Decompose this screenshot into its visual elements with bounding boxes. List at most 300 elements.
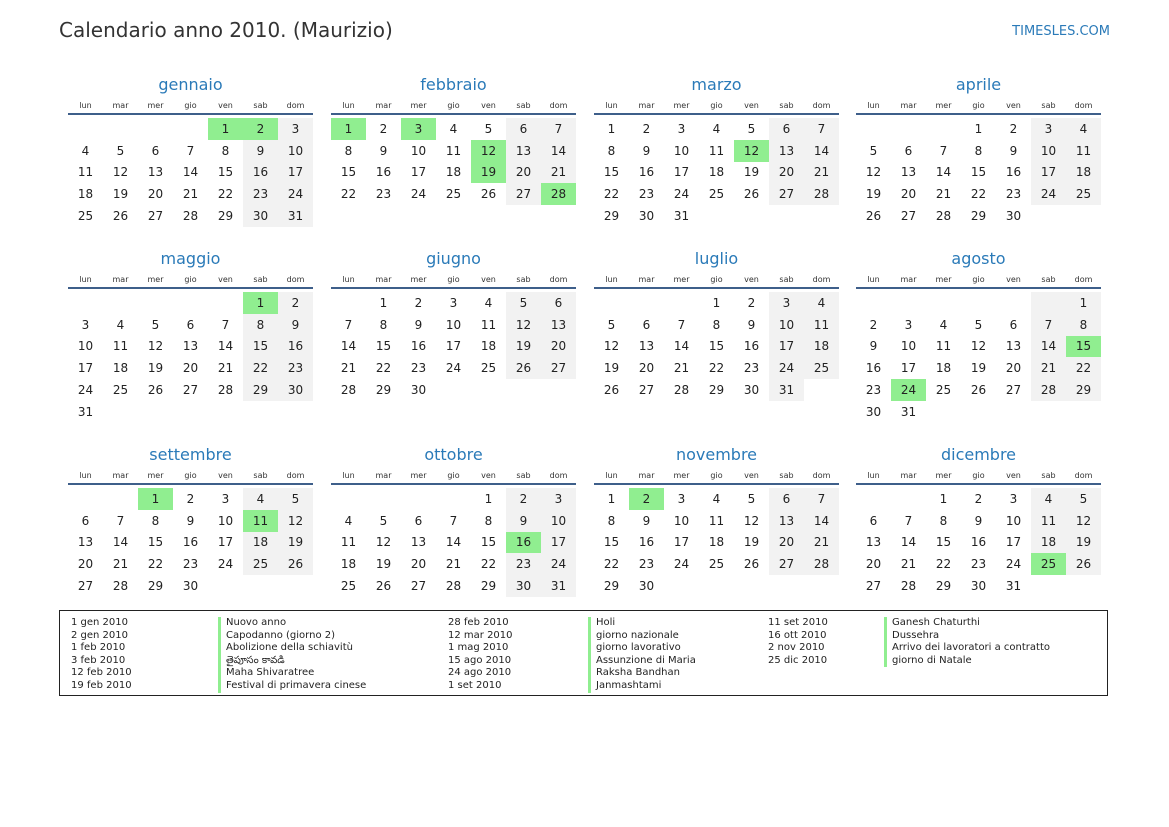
day-cell: 19 bbox=[112, 187, 129, 202]
day-cell: 25 bbox=[1066, 183, 1101, 205]
weekday-label: dom bbox=[549, 101, 568, 110]
empty-cell bbox=[471, 379, 506, 401]
day-cell: 4 bbox=[712, 491, 721, 506]
empty-cell bbox=[699, 205, 734, 227]
weekday-label: sab bbox=[1041, 275, 1056, 284]
empty-cell bbox=[769, 575, 804, 597]
day-cell: 12 bbox=[743, 513, 760, 528]
weekday-label: lun bbox=[605, 101, 618, 110]
day-cell: 20 bbox=[769, 532, 804, 554]
day-cell: 18 bbox=[340, 557, 357, 572]
day-cell: 26 bbox=[506, 357, 541, 379]
day-cell: 15 bbox=[970, 165, 987, 180]
day-cell: 26 bbox=[278, 553, 313, 575]
day-cell: 2 bbox=[506, 488, 541, 510]
weekday-label: lun bbox=[79, 471, 92, 480]
day-cell: 15 bbox=[480, 535, 497, 550]
day-cell: 31 bbox=[673, 209, 690, 224]
day-cell: 5 bbox=[278, 488, 313, 510]
weekday-label: dom bbox=[812, 471, 831, 480]
day-cell: 17 bbox=[1005, 535, 1022, 550]
day-cell: 11 bbox=[935, 339, 952, 354]
day-cell: 19 bbox=[375, 557, 392, 572]
day-cell: 3 bbox=[769, 292, 804, 314]
holiday-names-column bbox=[218, 617, 366, 693]
day-grid bbox=[68, 292, 313, 423]
holiday-name: giorno nazionale bbox=[588, 630, 696, 643]
day-cell: 30 bbox=[743, 383, 760, 398]
weekday-label: ven bbox=[744, 101, 759, 110]
weekday-label: mar bbox=[638, 101, 655, 110]
day-cell: 29 bbox=[480, 579, 497, 594]
day-cell: 23 bbox=[506, 553, 541, 575]
holiday-date: 15 ago 2010 bbox=[448, 654, 512, 666]
day-cell: 9 bbox=[186, 513, 195, 528]
month-novembre bbox=[594, 445, 839, 597]
day-cell: 17 bbox=[217, 535, 234, 550]
day-cell: 27 bbox=[182, 383, 199, 398]
day-cell: 22 bbox=[603, 557, 620, 572]
empty-cell bbox=[961, 401, 996, 423]
day-cell: 27 bbox=[638, 383, 655, 398]
empty-cell bbox=[103, 292, 138, 314]
weekday-label: mar bbox=[900, 275, 917, 284]
month-name: giugno bbox=[426, 249, 481, 268]
day-cell: 27 bbox=[769, 553, 804, 575]
empty-cell bbox=[103, 118, 138, 140]
day-cell: 12 bbox=[970, 339, 987, 354]
day-cell: 1 bbox=[607, 121, 616, 136]
empty-cell bbox=[208, 575, 243, 597]
month-luglio bbox=[594, 249, 839, 401]
day-cell: 6 bbox=[769, 118, 804, 140]
day-cell: 9 bbox=[974, 513, 983, 528]
weekday-label: lun bbox=[342, 471, 355, 480]
day-cell: 17 bbox=[77, 361, 94, 376]
empty-cell bbox=[1066, 205, 1101, 227]
day-cell: 21 bbox=[445, 557, 462, 572]
weekday-label: sab bbox=[779, 471, 794, 480]
day-cell: 24 bbox=[891, 379, 926, 401]
day-cell: 26 bbox=[970, 383, 987, 398]
day-cell: 11 bbox=[1066, 140, 1101, 162]
weekday-label: gio bbox=[447, 275, 460, 284]
day-grid bbox=[68, 118, 313, 227]
day-cell: 17 bbox=[769, 336, 804, 358]
empty-cell bbox=[856, 118, 891, 140]
day-cell: 29 bbox=[243, 379, 278, 401]
day-cell: 8 bbox=[939, 513, 948, 528]
empty-cell bbox=[331, 292, 366, 314]
weekday-label: mar bbox=[638, 275, 655, 284]
day-cell: 4 bbox=[484, 295, 493, 310]
day-cell: 15 bbox=[147, 535, 164, 550]
month-name: agosto bbox=[951, 249, 1006, 268]
weekday-label: ven bbox=[1006, 471, 1021, 480]
day-cell: 23 bbox=[638, 557, 655, 572]
weekday-label: lun bbox=[79, 275, 92, 284]
empty-cell bbox=[1066, 575, 1101, 597]
empty-cell bbox=[664, 575, 699, 597]
empty-cell bbox=[891, 118, 926, 140]
day-cell: 12 bbox=[278, 510, 313, 532]
day-cell: 25 bbox=[445, 187, 462, 202]
day-cell: 24 bbox=[1005, 557, 1022, 572]
day-cell: 27 bbox=[77, 579, 94, 594]
day-cell: 22 bbox=[375, 361, 392, 376]
day-cell: 7 bbox=[449, 513, 458, 528]
day-cell: 5 bbox=[1066, 488, 1101, 510]
day-cell: 5 bbox=[869, 143, 878, 158]
day-cell: 11 bbox=[112, 339, 129, 354]
empty-cell bbox=[804, 205, 839, 227]
day-cell: 11 bbox=[77, 165, 94, 180]
weekday-label: lun bbox=[867, 471, 880, 480]
day-cell: 5 bbox=[974, 317, 983, 332]
weekday-label: gio bbox=[447, 471, 460, 480]
day-cell: 3 bbox=[1031, 118, 1066, 140]
holiday-date: 12 mar 2010 bbox=[448, 629, 513, 641]
day-cell: 18 bbox=[708, 165, 725, 180]
empty-cell bbox=[1031, 205, 1066, 227]
day-cell: 27 bbox=[900, 209, 917, 224]
day-cell: 12 bbox=[734, 140, 769, 162]
day-cell: 10 bbox=[445, 317, 462, 332]
weekday-label: lun bbox=[605, 471, 618, 480]
empty-cell bbox=[436, 379, 471, 401]
month-ottobre bbox=[331, 445, 576, 597]
day-cell: 14 bbox=[804, 510, 839, 532]
day-cell: 26 bbox=[147, 383, 164, 398]
weekday-label: sab bbox=[253, 471, 268, 480]
day-cell: 10 bbox=[673, 143, 690, 158]
day-cell: 10 bbox=[1005, 513, 1022, 528]
holiday-name: Capodanno (giorno 2) bbox=[218, 630, 366, 643]
month-marzo bbox=[594, 75, 839, 227]
day-cell: 20 bbox=[410, 557, 427, 572]
day-cell: 6 bbox=[904, 143, 913, 158]
empty-cell bbox=[173, 118, 208, 140]
day-cell: 14 bbox=[340, 339, 357, 354]
day-grid bbox=[594, 488, 839, 597]
day-cell: 20 bbox=[1005, 361, 1022, 376]
weekday-label: gio bbox=[972, 471, 985, 480]
day-cell: 5 bbox=[116, 143, 125, 158]
day-cell: 18 bbox=[480, 339, 497, 354]
day-cell: 8 bbox=[151, 513, 160, 528]
day-cell: 8 bbox=[243, 314, 278, 336]
weekday-header bbox=[594, 469, 839, 485]
day-cell: 22 bbox=[340, 187, 357, 202]
empty-cell bbox=[594, 292, 629, 314]
weekday-label: mer bbox=[673, 471, 690, 480]
day-cell: 20 bbox=[147, 187, 164, 202]
day-cell: 19 bbox=[506, 336, 541, 358]
day-cell: 12 bbox=[506, 314, 541, 336]
empty-cell bbox=[331, 488, 366, 510]
day-cell: 20 bbox=[769, 162, 804, 184]
day-cell: 29 bbox=[935, 579, 952, 594]
day-cell: 9 bbox=[414, 317, 423, 332]
day-grid bbox=[331, 118, 576, 205]
day-cell: 22 bbox=[603, 187, 620, 202]
day-cell: 11 bbox=[804, 314, 839, 336]
weekday-label: lun bbox=[342, 101, 355, 110]
weekday-header bbox=[68, 273, 313, 289]
day-cell: 1 bbox=[243, 292, 278, 314]
day-cell: 1 bbox=[712, 295, 721, 310]
day-cell: 19 bbox=[1066, 532, 1101, 554]
weekday-label: lun bbox=[605, 275, 618, 284]
day-cell: 6 bbox=[541, 292, 576, 314]
holiday-date: 3 feb 2010 bbox=[71, 654, 126, 666]
weekday-label: mer bbox=[935, 275, 952, 284]
empty-cell bbox=[506, 379, 541, 401]
day-cell: 28 bbox=[217, 383, 234, 398]
day-cell: 23 bbox=[375, 187, 392, 202]
day-cell: 2 bbox=[642, 121, 651, 136]
day-cell: 17 bbox=[673, 165, 690, 180]
day-cell: 7 bbox=[804, 118, 839, 140]
day-cell: 3 bbox=[449, 295, 458, 310]
day-cell: 29 bbox=[970, 209, 987, 224]
day-cell: 15 bbox=[217, 165, 234, 180]
day-cell: 26 bbox=[112, 209, 129, 224]
day-cell: 16 bbox=[638, 165, 655, 180]
weekday-label: sab bbox=[1041, 471, 1056, 480]
day-cell: 24 bbox=[673, 557, 690, 572]
day-cell: 21 bbox=[935, 187, 952, 202]
day-cell: 21 bbox=[541, 162, 576, 184]
month-name: aprile bbox=[955, 75, 1002, 94]
day-cell: 11 bbox=[340, 535, 357, 550]
day-cell: 6 bbox=[186, 317, 195, 332]
weekday-label: lun bbox=[79, 101, 92, 110]
empty-cell bbox=[278, 575, 313, 597]
day-cell: 8 bbox=[607, 513, 616, 528]
day-cell: 23 bbox=[243, 183, 278, 205]
weekday-header bbox=[594, 99, 839, 115]
empty-cell bbox=[401, 488, 436, 510]
empty-cell bbox=[804, 575, 839, 597]
day-cell: 1 bbox=[1066, 292, 1101, 314]
day-cell: 20 bbox=[541, 336, 576, 358]
day-cell: 2 bbox=[629, 488, 664, 510]
empty-cell bbox=[926, 401, 961, 423]
day-cell: 8 bbox=[607, 143, 616, 158]
day-cell: 1 bbox=[138, 488, 173, 510]
day-cell: 6 bbox=[1009, 317, 1018, 332]
weekday-label: dom bbox=[812, 101, 831, 110]
day-cell: 14 bbox=[1031, 336, 1066, 358]
day-cell: 12 bbox=[375, 535, 392, 550]
empty-cell bbox=[891, 488, 926, 510]
holiday-names-column bbox=[884, 617, 1050, 667]
weekday-label: mer bbox=[673, 275, 690, 284]
day-cell: 21 bbox=[1031, 357, 1066, 379]
weekday-header bbox=[68, 469, 313, 485]
day-cell: 28 bbox=[1031, 379, 1066, 401]
day-cell: 25 bbox=[708, 557, 725, 572]
holiday-names-column bbox=[588, 617, 696, 693]
day-cell: 13 bbox=[77, 535, 94, 550]
day-cell: 1 bbox=[974, 121, 983, 136]
empty-cell bbox=[1031, 292, 1066, 314]
day-cell: 16 bbox=[1005, 165, 1022, 180]
day-cell: 3 bbox=[278, 118, 313, 140]
holiday-dates-column bbox=[71, 617, 132, 693]
day-cell: 5 bbox=[484, 121, 493, 136]
day-cell: 24 bbox=[217, 557, 234, 572]
site-link[interactable]: TIMESLES.COM bbox=[1012, 24, 1110, 39]
weekday-label: mer bbox=[147, 275, 164, 284]
weekday-label: sab bbox=[1041, 101, 1056, 110]
empty-cell bbox=[734, 575, 769, 597]
day-cell: 10 bbox=[541, 510, 576, 532]
day-cell: 2 bbox=[243, 118, 278, 140]
weekday-label: sab bbox=[253, 101, 268, 110]
weekday-label: lun bbox=[867, 101, 880, 110]
day-cell: 16 bbox=[182, 535, 199, 550]
holiday-date: 2 nov 2010 bbox=[768, 642, 825, 654]
month-name: marzo bbox=[691, 75, 742, 94]
day-cell: 25 bbox=[708, 187, 725, 202]
day-cell: 25 bbox=[480, 361, 497, 376]
weekday-label: mer bbox=[410, 275, 427, 284]
month-name: novembre bbox=[675, 445, 758, 464]
day-cell: 20 bbox=[865, 557, 882, 572]
day-cell: 13 bbox=[506, 140, 541, 162]
day-cell: 31 bbox=[769, 379, 804, 401]
day-cell: 22 bbox=[1066, 357, 1101, 379]
day-cell: 8 bbox=[344, 143, 353, 158]
holiday-date: 16 ott 2010 bbox=[768, 629, 827, 641]
day-cell: 31 bbox=[1005, 579, 1022, 594]
holiday-date: 28 feb 2010 bbox=[448, 617, 509, 628]
weekday-label: sab bbox=[516, 471, 531, 480]
day-grid bbox=[594, 118, 839, 227]
day-cell: 29 bbox=[603, 579, 620, 594]
day-cell: 19 bbox=[147, 361, 164, 376]
day-cell: 4 bbox=[116, 317, 125, 332]
day-cell: 1 bbox=[379, 295, 388, 310]
day-cell: 20 bbox=[506, 162, 541, 184]
day-grid bbox=[856, 118, 1101, 227]
month-aprile bbox=[856, 75, 1101, 227]
day-cell: 21 bbox=[900, 557, 917, 572]
day-cell: 14 bbox=[217, 339, 234, 354]
day-cell: 19 bbox=[743, 535, 760, 550]
empty-cell bbox=[173, 401, 208, 423]
day-cell: 4 bbox=[1066, 118, 1101, 140]
empty-cell bbox=[278, 401, 313, 423]
day-cell: 7 bbox=[904, 513, 913, 528]
day-cell: 1 bbox=[607, 491, 616, 506]
day-cell: 31 bbox=[541, 575, 576, 597]
day-cell: 10 bbox=[217, 513, 234, 528]
day-cell: 30 bbox=[970, 579, 987, 594]
day-cell: 10 bbox=[278, 140, 313, 162]
day-grid bbox=[856, 488, 1101, 597]
weekday-label: ven bbox=[1006, 101, 1021, 110]
weekday-label: dom bbox=[549, 275, 568, 284]
day-cell: 6 bbox=[506, 118, 541, 140]
weekday-label: mar bbox=[900, 101, 917, 110]
empty-cell bbox=[664, 292, 699, 314]
empty-cell bbox=[961, 292, 996, 314]
day-cell: 29 bbox=[375, 383, 392, 398]
empty-cell bbox=[68, 488, 103, 510]
day-cell: 6 bbox=[642, 317, 651, 332]
month-name: febbraio bbox=[420, 75, 487, 94]
holiday-name: Abolizione della schiavitù bbox=[218, 642, 366, 655]
month-settembre bbox=[68, 445, 313, 597]
day-cell: 16 bbox=[375, 165, 392, 180]
holiday-date: 24 ago 2010 bbox=[448, 667, 512, 679]
day-cell: 27 bbox=[541, 357, 576, 379]
weekday-header bbox=[331, 273, 576, 289]
day-cell: 17 bbox=[1031, 162, 1066, 184]
day-cell: 22 bbox=[217, 187, 234, 202]
day-cell: 9 bbox=[1009, 143, 1018, 158]
day-cell: 24 bbox=[77, 383, 94, 398]
day-cell: 15 bbox=[243, 336, 278, 358]
day-cell: 23 bbox=[410, 361, 427, 376]
weekday-label: ven bbox=[218, 101, 233, 110]
day-cell: 30 bbox=[638, 209, 655, 224]
weekday-header bbox=[594, 273, 839, 289]
empty-cell bbox=[138, 401, 173, 423]
empty-cell bbox=[138, 292, 173, 314]
day-cell: 16 bbox=[970, 535, 987, 550]
day-cell: 25 bbox=[1031, 553, 1066, 575]
weekday-label: ven bbox=[1006, 275, 1021, 284]
day-cell: 6 bbox=[151, 143, 160, 158]
weekday-label: ven bbox=[744, 275, 759, 284]
day-cell: 28 bbox=[182, 209, 199, 224]
day-cell: 7 bbox=[221, 317, 230, 332]
day-cell: 24 bbox=[1031, 183, 1066, 205]
day-cell: 29 bbox=[708, 383, 725, 398]
weekday-label: mer bbox=[935, 471, 952, 480]
day-cell: 3 bbox=[541, 488, 576, 510]
day-cell: 7 bbox=[1031, 314, 1066, 336]
day-cell: 23 bbox=[638, 187, 655, 202]
month-name: luglio bbox=[694, 249, 739, 268]
day-cell: 26 bbox=[743, 557, 760, 572]
day-cell: 25 bbox=[243, 553, 278, 575]
day-cell: 26 bbox=[1066, 553, 1101, 575]
weekday-label: gio bbox=[184, 101, 197, 110]
empty-cell bbox=[103, 488, 138, 510]
weekday-header bbox=[856, 99, 1101, 115]
day-cell: 13 bbox=[769, 140, 804, 162]
day-cell: 3 bbox=[221, 491, 230, 506]
day-cell: 2 bbox=[869, 317, 878, 332]
day-cell: 1 bbox=[939, 491, 948, 506]
day-cell: 10 bbox=[673, 513, 690, 528]
empty-cell bbox=[996, 292, 1031, 314]
day-cell: 28 bbox=[804, 183, 839, 205]
weekday-label: dom bbox=[1074, 471, 1093, 480]
day-cell: 24 bbox=[769, 357, 804, 379]
day-cell: 25 bbox=[340, 579, 357, 594]
month-name: dicembre bbox=[940, 445, 1017, 464]
empty-cell bbox=[138, 118, 173, 140]
holiday-name: Festival di primavera cinese bbox=[218, 680, 366, 693]
holiday-date: 2 gen 2010 bbox=[71, 629, 129, 641]
page-title: Calendario anno 2010. (Maurizio) bbox=[59, 18, 393, 42]
